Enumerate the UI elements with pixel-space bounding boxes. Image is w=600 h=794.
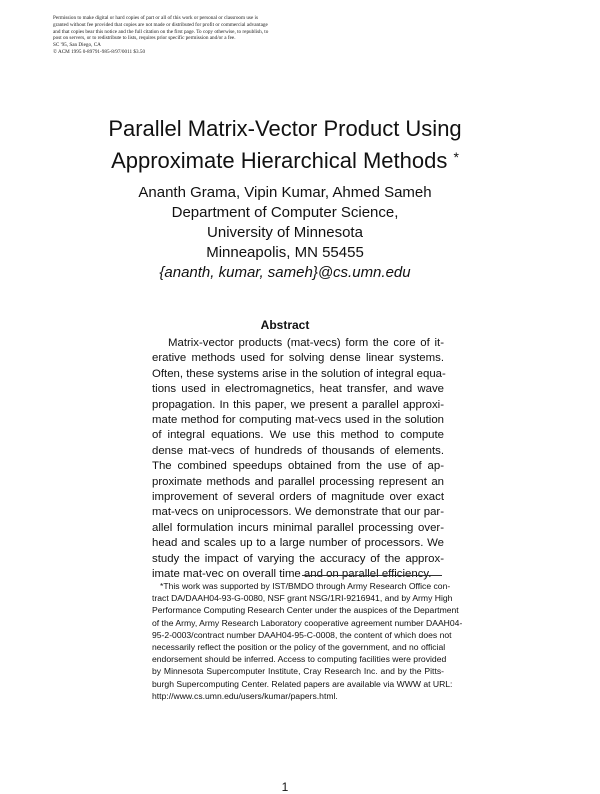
- permission-line: granted without fee provided that copies are not made or distributed for profit or commercial advantage: [53, 21, 268, 28]
- abstract-line: head and scales up to a large number of processors. We: [152, 537, 444, 550]
- abstract-line: improvement of several orders of magnitude over exact: [152, 491, 444, 504]
- abstract-line: Often, these systems arise in the solution of integral equa-: [152, 367, 446, 380]
- page-number: 1: [281, 780, 289, 794]
- author-university: University of Minnesota: [207, 224, 363, 241]
- abstract-line: imate mat-vec on overall time and on parallel efficiency.: [152, 568, 432, 581]
- title-line-2-text: Approximate Hierarchical Methods: [111, 148, 448, 173]
- abstract-line: study the impact of varying the accuracy of the approx-: [152, 552, 444, 565]
- abstract-line: Matrix-vector products (mat-vecs) form the core of it-: [168, 337, 444, 349]
- permission-line: SC '95, San Diego, CA: [53, 42, 101, 49]
- permission-line: and that copies bear this notice and the full citation on the first page. To copy otherwise, to republish, to: [53, 28, 269, 35]
- abstract-line: dense mat-vecs of hundreds of thousands of elements.: [152, 444, 444, 457]
- paper-title: [0, 115, 570, 175]
- footnote-line: burgh Supercomputing Center. Related papers are available via WWW at URL:: [152, 678, 453, 689]
- title-line-2: [0, 143, 570, 175]
- abstract-line: propagation. In this paper, we present a parallel approxi-: [152, 398, 444, 411]
- footnote-line: necessarily reflect the position or the policy of the government, and no official: [152, 642, 446, 653]
- permission-line: © ACM 1995 0-89791-985-8/97/0011 $3.50: [53, 48, 146, 55]
- footnote-rule: [302, 575, 442, 576]
- abstract-line: mate method for computing mat-vecs used in the solution: [152, 414, 444, 427]
- footnote-line: *This work was supported by IST/BMDO through Army Research Office con-: [160, 581, 451, 591]
- abstract-line: mat-vecs on uniprocessors. We demonstrate that our par-: [152, 506, 444, 519]
- author-department: Department of Computer Science,: [171, 204, 399, 221]
- author-block: [0, 183, 570, 283]
- footnote: [152, 580, 463, 702]
- title-footnote-marker: *: [453, 149, 459, 165]
- footnote-line: by Minnesota Supercomputer Institute, Cray Research Inc. and by the Pitts-: [152, 666, 444, 677]
- author-emails: {ananth, kumar, sameh}@cs.umn.edu: [159, 264, 411, 281]
- abstract-line: proximate methods and parallel processing represent an: [152, 475, 444, 488]
- title-line-1: Parallel Matrix-Vector Product Using: [108, 116, 462, 141]
- abstract-heading: Abstract: [260, 318, 310, 332]
- permission-line: post on servers, or to redistribute to lists, requires prior specific permission and/or a fee.: [53, 35, 236, 42]
- author-city: Minneapolis, MN 55455: [206, 244, 364, 261]
- footnote-line: 95-2-0003/contract number DAAH04-95-C-0008, the content of which does not: [152, 629, 452, 640]
- footnote-line: http://www.cs.umn.edu/users/kumar/papers.html.: [152, 690, 338, 701]
- permission-notice: [53, 15, 338, 56]
- author-names: Ananth Grama, Vipin Kumar, Ahmed Sameh: [138, 184, 432, 201]
- footnote-line: tract DA/DAAH04-93-G-0080, NSF grant NSG/1RI-9216941, and by Army High: [152, 593, 453, 604]
- abstract-line: The combined speedups obtained from the use of ap-: [152, 460, 444, 473]
- abstract-line: of integral equations. We use this method to compute: [152, 429, 444, 442]
- abstract-line: allel formulation incurs minimal parallel processing over-: [152, 521, 444, 534]
- abstract-line: tions used in electromagnetics, heat transfer, and wave: [152, 383, 444, 396]
- footnote-line: of the Army, Army Research Laboratory cooperative agreement number DAAH04-: [152, 617, 463, 628]
- footnote-line: endorsement should be inferred. Access to computing facilities were provided: [152, 654, 447, 665]
- footnote-line: Performance Computing Research Center under the auspices of the Department: [152, 605, 459, 616]
- permission-line: Permission to make digital or hard copies of part or all of this work or personal or classroom use is: [53, 15, 259, 21]
- abstract-line: erative methods used for solving dense linear systems.: [152, 352, 444, 365]
- abstract-body: [152, 336, 444, 583]
